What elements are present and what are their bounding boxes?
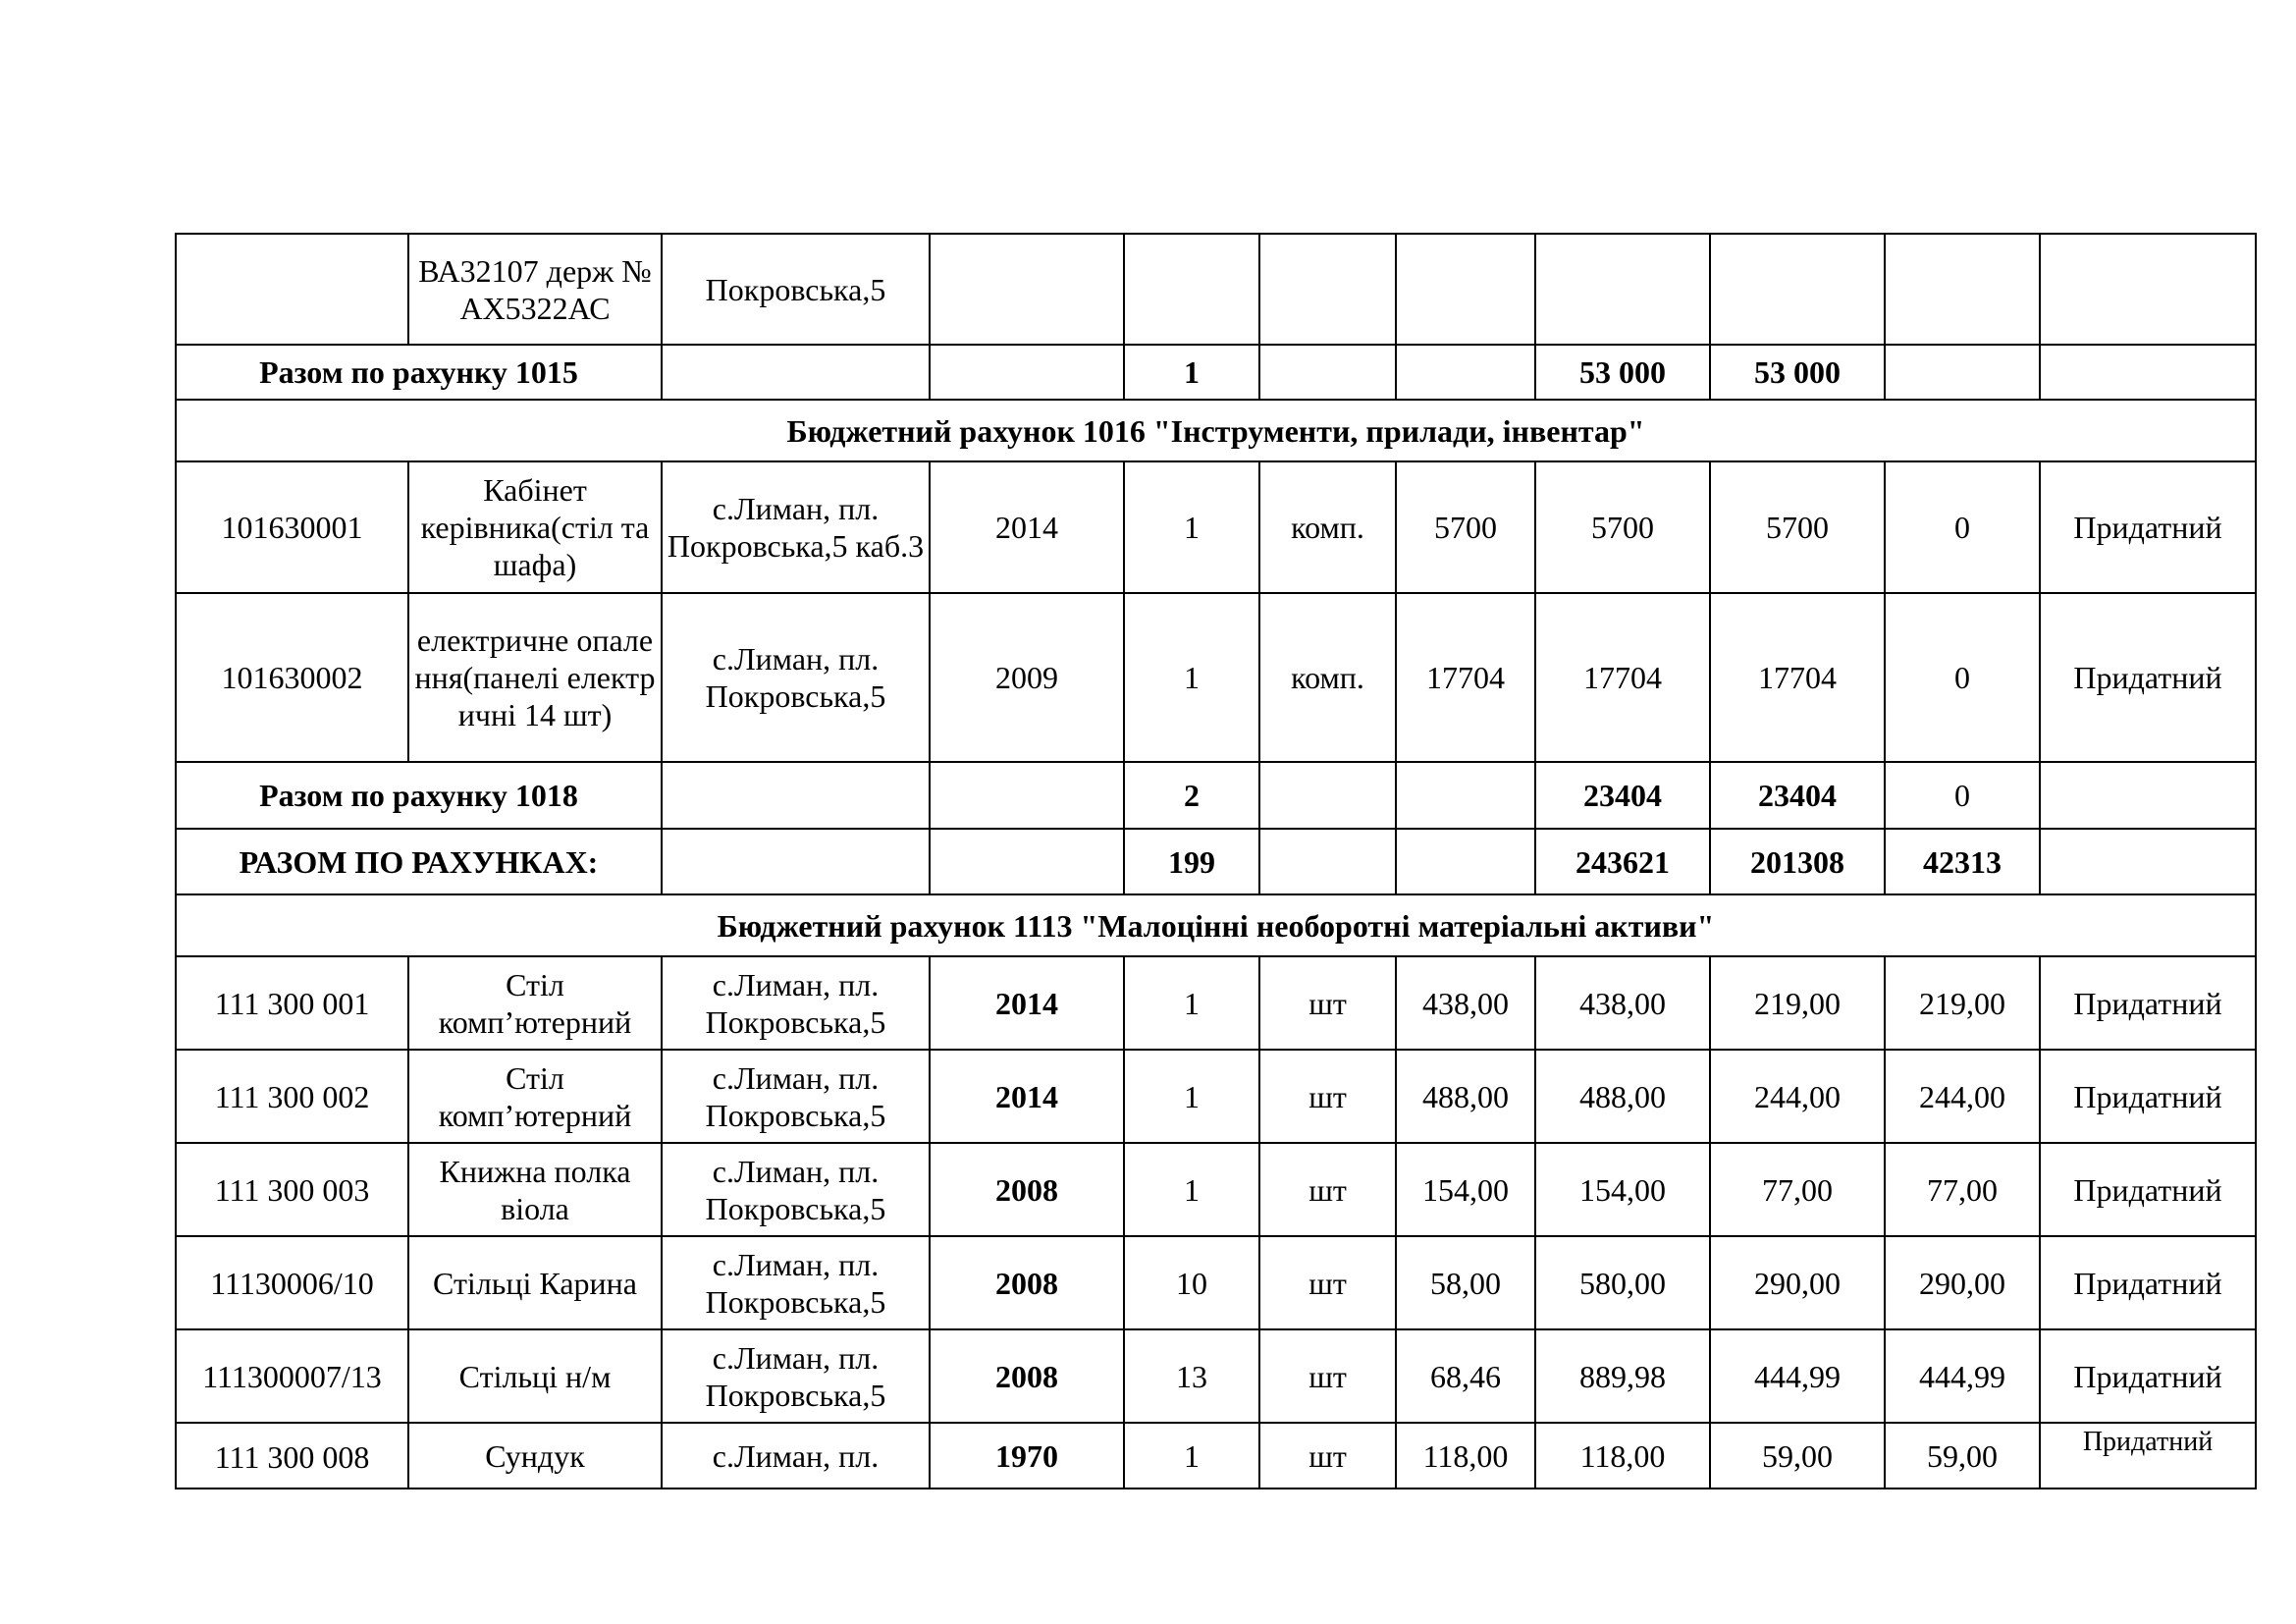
code-cell: 101630002 xyxy=(176,593,408,762)
inventory-table xyxy=(175,233,2257,1489)
code-cell: 111 300 008 xyxy=(176,1423,408,1489)
unit-cell: шт xyxy=(1259,1329,1396,1423)
year-cell: 2014 xyxy=(930,1050,1124,1143)
wear-cell: 77,00 xyxy=(1710,1143,1885,1236)
initial-cell: 580,00 xyxy=(1535,1236,1710,1329)
wear-cell: 290,00 xyxy=(1710,1236,1885,1329)
name-cell: Стільці н/м xyxy=(408,1329,662,1423)
year-cell: 2008 xyxy=(930,1329,1124,1423)
unit-cell: шт xyxy=(1259,1050,1396,1143)
year-cell: 2009 xyxy=(930,593,1124,762)
section-title: Бюджетний рахунок 1016 "Інструменти, прилади, інвентар" xyxy=(176,400,2256,461)
table-row xyxy=(176,1143,2256,1236)
state-cell: Придатний xyxy=(2040,956,2256,1050)
location-cell: с.Лиман, пл. xyxy=(662,1423,930,1489)
location-cell: Покровська,5 xyxy=(662,234,930,345)
wear-cell: 59,00 xyxy=(1710,1423,1885,1489)
code-cell: 101630001 xyxy=(176,461,408,593)
year-cell: 2014 xyxy=(930,461,1124,593)
location-cell: с.Лиман, пл. Покровська,5 xyxy=(662,1329,930,1423)
initial-cell: 154,00 xyxy=(1535,1143,1710,1236)
table-row xyxy=(176,956,2256,1050)
state-cell: Придатний xyxy=(2040,1329,2256,1423)
wear-cell: 17704 xyxy=(1710,593,1885,762)
unit-cell: комп. xyxy=(1259,593,1396,762)
qty-cell: 1 xyxy=(1124,593,1259,762)
initial-cell: 438,00 xyxy=(1535,956,1710,1050)
location-cell: с.Лиман, пл. Покровська,5 xyxy=(662,956,930,1050)
state-cell: Придатний xyxy=(2040,1423,2256,1489)
price-cell: 68,46 xyxy=(1396,1329,1535,1423)
initial-cell: 488,00 xyxy=(1535,1050,1710,1143)
name-cell: Стіл комп’ютерний xyxy=(408,1050,662,1143)
state-cell: Придатний xyxy=(2040,1050,2256,1143)
grand-total-residual: 42313 xyxy=(1885,829,2040,894)
wear-cell: 219,00 xyxy=(1710,956,1885,1050)
qty-cell: 1 xyxy=(1124,956,1259,1050)
unit-cell: шт xyxy=(1259,956,1396,1050)
code-cell: 111300007/13 xyxy=(176,1329,408,1423)
subtotal-row xyxy=(176,345,2256,400)
table-row xyxy=(176,461,2256,593)
table-row xyxy=(176,1329,2256,1423)
subtotal-wear: 53 000 xyxy=(1710,345,1885,400)
subtotal-qty: 1 xyxy=(1124,345,1259,400)
subtotal-initial: 23404 xyxy=(1535,762,1710,829)
table-row xyxy=(176,234,2256,345)
price-cell: 17704 xyxy=(1396,593,1535,762)
code-cell: 111 300 002 xyxy=(176,1050,408,1143)
code-cell: 111 300 003 xyxy=(176,1143,408,1236)
name-cell: Стільці Карина xyxy=(408,1236,662,1329)
year-cell: 2008 xyxy=(930,1143,1124,1236)
qty-cell: 1 xyxy=(1124,1143,1259,1236)
qty-cell: 1 xyxy=(1124,1050,1259,1143)
table-row xyxy=(176,1050,2256,1143)
wear-cell: 5700 xyxy=(1710,461,1885,593)
price-cell: 118,00 xyxy=(1396,1423,1535,1489)
unit-cell: шт xyxy=(1259,1143,1396,1236)
name-cell: Сундук xyxy=(408,1423,662,1489)
subtotal-label: Разом по рахунку 1018 xyxy=(176,762,662,829)
subtotal-residual: 0 xyxy=(1885,762,2040,829)
residual-cell: 59,00 xyxy=(1885,1423,2040,1489)
initial-cell: 889,98 xyxy=(1535,1329,1710,1423)
state-cell: Придатний xyxy=(2040,461,2256,593)
price-cell: 58,00 xyxy=(1396,1236,1535,1329)
grand-total-wear: 201308 xyxy=(1710,829,1885,894)
section-title: Бюджетний рахунок 1113 "Малоцінні необоротні матеріальні активи" xyxy=(176,894,2256,956)
table-row xyxy=(176,1236,2256,1329)
qty-cell: 1 xyxy=(1124,461,1259,593)
section-header-row xyxy=(176,400,2256,461)
name-cell: Книжна полка віола xyxy=(408,1143,662,1236)
residual-cell: 0 xyxy=(1885,593,2040,762)
section-header-row xyxy=(176,894,2256,956)
unit-cell: шт xyxy=(1259,1236,1396,1329)
state-cell: Придатний xyxy=(2040,1143,2256,1236)
grand-total-row xyxy=(176,829,2256,894)
subtotal-wear: 23404 xyxy=(1710,762,1885,829)
name-cell: ВА32107 держ № АХ5322АС xyxy=(408,234,662,345)
table-row xyxy=(176,593,2256,762)
residual-cell: 290,00 xyxy=(1885,1236,2040,1329)
location-cell: с.Лиман, пл. Покровська,5 xyxy=(662,1236,930,1329)
state-cell: Придатний xyxy=(2040,1236,2256,1329)
wear-cell: 244,00 xyxy=(1710,1050,1885,1143)
location-cell: с.Лиман, пл. Покровська,5 xyxy=(662,593,930,762)
location-cell: с.Лиман, пл. Покровська,5 каб.3 xyxy=(662,461,930,593)
price-cell: 154,00 xyxy=(1396,1143,1535,1236)
name-cell: Стіл комп’ютерний xyxy=(408,956,662,1050)
qty-cell: 13 xyxy=(1124,1329,1259,1423)
price-cell: 438,00 xyxy=(1396,956,1535,1050)
unit-cell: комп. xyxy=(1259,461,1396,593)
wear-cell: 444,99 xyxy=(1710,1329,1885,1423)
residual-cell: 244,00 xyxy=(1885,1050,2040,1143)
subtotal-initial: 53 000 xyxy=(1535,345,1710,400)
location-cell: с.Лиман, пл. Покровська,5 xyxy=(662,1143,930,1236)
grand-total-label: РАЗОМ ПО РАХУНКАХ: xyxy=(176,829,662,894)
table-row xyxy=(176,1423,2256,1489)
code-cell xyxy=(176,234,408,345)
price-cell: 488,00 xyxy=(1396,1050,1535,1143)
initial-cell: 17704 xyxy=(1535,593,1710,762)
code-cell: 11130006/10 xyxy=(176,1236,408,1329)
qty-cell: 1 xyxy=(1124,1423,1259,1489)
grand-total-qty: 199 xyxy=(1124,829,1259,894)
location-cell: с.Лиман, пл. Покровська,5 xyxy=(662,1050,930,1143)
year-cell: 1970 xyxy=(930,1423,1124,1489)
year-cell: 2008 xyxy=(930,1236,1124,1329)
name-cell: електричне опалення(панелі електричні 14 шт) xyxy=(408,593,662,762)
residual-cell: 77,00 xyxy=(1885,1143,2040,1236)
subtotal-row xyxy=(176,762,2256,829)
initial-cell: 5700 xyxy=(1535,461,1710,593)
residual-cell: 444,99 xyxy=(1885,1329,2040,1423)
year-cell: 2014 xyxy=(930,956,1124,1050)
unit-cell: шт xyxy=(1259,1423,1396,1489)
subtotal-qty: 2 xyxy=(1124,762,1259,829)
state-cell: Придатний xyxy=(2040,593,2256,762)
price-cell: 5700 xyxy=(1396,461,1535,593)
name-cell: Кабінет керівника(стіл та шафа) xyxy=(408,461,662,593)
initial-cell: 118,00 xyxy=(1535,1423,1710,1489)
code-cell: 111 300 001 xyxy=(176,956,408,1050)
subtotal-label: Разом по рахунку 1015 xyxy=(176,345,662,400)
grand-total-initial: 243621 xyxy=(1535,829,1710,894)
residual-cell: 219,00 xyxy=(1885,956,2040,1050)
qty-cell: 10 xyxy=(1124,1236,1259,1329)
residual-cell: 0 xyxy=(1885,461,2040,593)
